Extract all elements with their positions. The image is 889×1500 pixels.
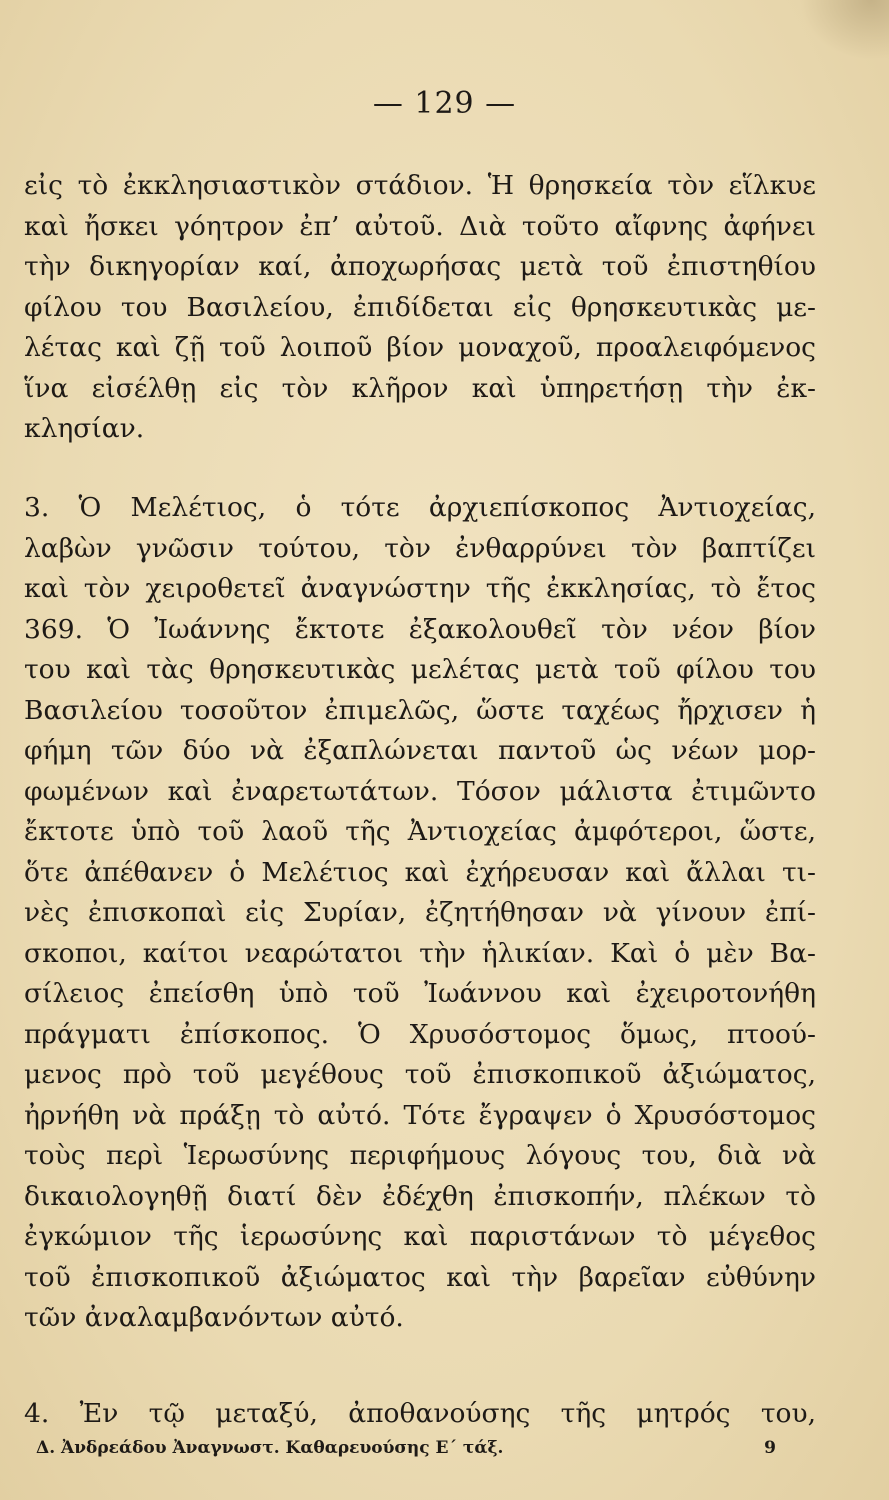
text-line: νὲς ἐπισκοπαὶ εἰς Συρίαν, ἐζητήθησαν νὰ γίνουν ἐπί- bbox=[24, 897, 816, 928]
text-line: σίλειος ἐπείσθη ὑπὸ τοῦ Ἰωάννου καὶ ἐχειροτονήθη bbox=[24, 978, 816, 1009]
text-line: τὴν δικηγορίαν καί, ἀποχωρήσας μετὰ τοῦ ἐπιστηθίου bbox=[24, 251, 816, 282]
text-line: λαβὼν γνῶσιν τούτου, τὸν ἐνθαρρύνει τὸν βαπτίζει bbox=[24, 532, 816, 564]
text-line: πράγματι ἐπίσκοπος. Ὁ Χρυσόστομος ὅμως, πτοού- bbox=[24, 1018, 816, 1050]
text-line: ἔκτοτε ὑπὸ τοῦ λαοῦ τῆς Ἀντιοχείας ἀμφότεροι, ὥστε, bbox=[24, 816, 816, 847]
text-line: σκοποι, καίτοι νεαρώτατοι τὴν ἡλικίαν. Καὶ ὁ μὲν Βα- bbox=[24, 937, 816, 969]
paper-stain bbox=[799, 0, 889, 60]
paragraph-1 bbox=[24, 166, 816, 450]
text-line: δικαιολογηθῇ διατί δὲν ἐδέχθη ἐπισκοπήν, πλέκων τὸ bbox=[24, 1180, 816, 1212]
text-line: ἐγκώμιον τῆς ἱερωσύνης καὶ παριστάνων τὸ μέγεθος bbox=[24, 1221, 816, 1252]
footer-signature-number: 9 bbox=[764, 1438, 776, 1458]
text-line: 369. Ὁ Ἰωάννης ἔκτοτε ἐξακολουθεῖ τὸν νέον βίον bbox=[24, 613, 816, 645]
text-line: Βασιλείου τοσοῦτον ἐπιμελῶς, ὥστε ταχέως ἤρχισεν ἡ bbox=[24, 694, 816, 726]
text-line: 3. Ὁ Μελέτιος, ὁ τότε ἀρχιεπίσκοπος Ἀντιοχείας, bbox=[24, 492, 816, 523]
text-line: λέτας καὶ ζῇ τοῦ λοιποῦ βίον μοναχοῦ, προαλειφόμενος bbox=[24, 332, 816, 363]
paragraph-2 bbox=[24, 488, 816, 1339]
footer-book-title: Δ. Ἀνδρεάδου Ἀναγνωστ. Καθαρευούσης Ε΄ τάξ. bbox=[36, 1438, 504, 1458]
text-line: τοὺς περὶ Ἱερωσύνης περιφήμους λόγους του, διὰ νὰ bbox=[24, 1140, 816, 1171]
text-line: καὶ ἤσκει γόητρον ἐπ’ αὐτοῦ. Διὰ τοῦτο αἴφνης ἀφήνει bbox=[24, 210, 816, 242]
text-line: μενος πρὸ τοῦ μεγέθους τοῦ ἐπισκοπικοῦ ἀξιώματος, bbox=[24, 1059, 816, 1090]
text-line: τοῦ ἐπισκοπικοῦ ἀξιώματος καὶ τὴν βαρεῖαν εὐθύνην bbox=[24, 1261, 816, 1293]
text-line: εἰς τὸ ἐκκλησιαστικὸν στάδιον. Ἡ θρησκεία τὸν εἵλκυε bbox=[24, 170, 816, 201]
text-line: 4. Ἐν τῷ μεταξύ, ἀποθανούσης τῆς μητρός του, bbox=[24, 1398, 816, 1429]
text-line: του καὶ τὰς θρησκευτικὰς μελέτας μετὰ τοῦ φίλου του bbox=[24, 654, 816, 685]
text-line: φωμένων καὶ ἐναρετωτάτων. Τόσον μάλιστα ἐτιμῶντο bbox=[24, 775, 816, 807]
text-line: κλησίαν. bbox=[24, 413, 145, 444]
text-line: ἠρνήθη νὰ πράξῃ τὸ αὐτό. Τότε ἔγραψεν ὁ Χρυσόστομος bbox=[24, 1099, 816, 1131]
text-line: φίλου του Βασιλείου, ἐπιδίδεται εἰς θρησκευτικὰς με- bbox=[24, 291, 816, 323]
text-line: τῶν ἀναλαμβανόντων αὐτό. bbox=[24, 1302, 404, 1333]
page-number: — 129 — bbox=[372, 86, 517, 121]
text-line: φήμη τῶν δύο νὰ ἐξαπλώνεται παντοῦ ὡς νέων μορ- bbox=[24, 735, 816, 766]
text-line: ἵνα εἰσέλθῃ εἰς τὸν κλῆρον καὶ ὑπηρετήσῃ τὴν ἐκ- bbox=[24, 372, 816, 404]
paragraph-3 bbox=[24, 1394, 816, 1435]
text-line: ὅτε ἀπέθανεν ὁ Μελέτιος καὶ ἐχήρευσαν καὶ ἄλλαι τι- bbox=[24, 856, 816, 888]
text-line: καὶ τὸν χειροθετεῖ ἀναγνώστην τῆς ἐκκλησίας, τὸ ἔτος bbox=[24, 573, 816, 604]
